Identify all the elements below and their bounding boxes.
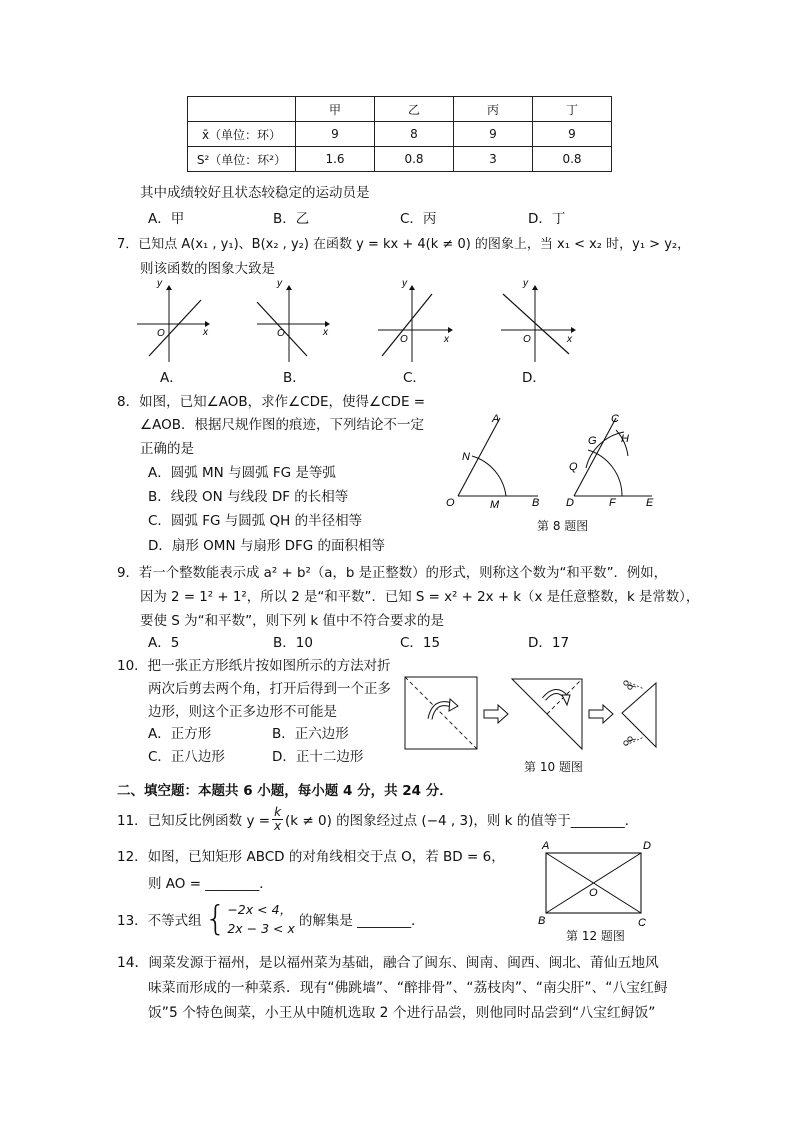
label-m: M <box>490 499 500 511</box>
table-row-label: S²（单位：环²） <box>188 147 296 172</box>
q7-option-b: B． <box>283 370 306 386</box>
table-header-cell: 丁 <box>533 97 612 122</box>
q6-option-a: A．甲 <box>148 211 185 227</box>
table-cell: 3 <box>454 147 533 172</box>
q9-stem-line3: 要使 S 为“和平数”，则下列 k 值中不符合要求的是 <box>140 613 445 629</box>
q9-option-c: C．15 <box>400 635 441 651</box>
label-d: D <box>566 497 574 509</box>
table-cell: 0.8 <box>533 147 612 172</box>
q7-graph-d <box>501 280 576 362</box>
q8-option-b: B．线段 ON 与线段 DF 的长相等 <box>148 489 349 505</box>
q10-stem-line3: 边形，则这个正多边形不可能是 <box>148 704 337 720</box>
section-heading-fill-in: 二、填空题：本题共 6 小题，每小题 4 分，共 24 分． <box>117 783 453 799</box>
table-row <box>188 122 612 147</box>
table-header-row <box>188 97 612 122</box>
q8-stem-line1: 8．如图，已知∠AOB，求作∠CDE，使得∠CDE = <box>117 394 426 410</box>
q6-option-b: B．乙 <box>273 211 310 227</box>
label-o: O <box>446 497 455 509</box>
origin-label: O <box>157 328 165 339</box>
q10-stem-line2: 两次后剪去两个角，打开后得到一个正多 <box>148 681 391 697</box>
q13-inequality-1: −2x < 4， <box>227 902 293 917</box>
q9-option-a: A．5 <box>148 635 180 651</box>
fraction-numerator: k <box>274 804 282 819</box>
q13-inequality-2: 2x − 3 < x <box>227 921 295 936</box>
table-cell: 0.8 <box>375 147 454 172</box>
label-n: N <box>462 451 470 463</box>
q6-stem: 其中成绩较好且状态较稳定的运动员是 <box>140 185 370 201</box>
q10-option-b: B．正六边形 <box>272 726 349 742</box>
q11-fraction <box>272 806 283 833</box>
table-cell: 8 <box>375 122 454 147</box>
table-row-label: x̄（单位：环） <box>188 122 296 147</box>
q7-graph-b <box>257 280 330 362</box>
q7-stem-line1: 7．已知点 A(x₁ , y₁)、B(x₂ , y₂) 在函数 y = kx + 4(k ≠ 0) 的图象上，当 x₁ < x₂ 时，y₁ > y₂， <box>117 237 691 252</box>
q10-stem-line1: 10．把一张正方形纸片按如图所示的方法对折 <box>117 658 391 674</box>
q14-line3: 饭”5 个特色闽菜，小王从中随机选取 2 个进行品尝，则他同时品尝到“八宝红鲟饭” <box>148 1005 656 1021</box>
q11-prefix: 11．已知反比例函数 y = <box>117 813 271 829</box>
q7-option-c: C． <box>403 370 426 386</box>
q10-option-d: D．正十二边形 <box>272 749 364 765</box>
q13-stem <box>117 896 425 942</box>
label-f: F <box>609 497 616 509</box>
q8-option-a: A．圆弧 MN 与圆弧 FG 是等弧 <box>148 465 336 481</box>
table-header-cell: 乙 <box>375 97 454 122</box>
q14-line1: 14．闽菜发源于福州，是以福州菜为基础，融合了闽东、闽南、闽西、闽北、莆仙五地风 <box>117 955 659 971</box>
q8-stem-line3: 正确的是 <box>140 441 194 457</box>
q14-line2: 味菜而形成的一种菜系．现有“佛跳墙”、“醉排骨”、“荔枝肉”、“南尖肝”、“八宝红鲟 <box>148 980 668 996</box>
angle-aob <box>446 413 539 511</box>
arrow-right-icon <box>589 705 613 723</box>
q7-option-d: D． <box>522 370 546 386</box>
axis-label-x: x <box>323 327 328 338</box>
origin-label: O <box>400 334 408 345</box>
q7-graph-a <box>137 280 210 362</box>
origin-label: O <box>523 334 531 345</box>
table-row <box>188 147 612 172</box>
label-c: C <box>611 413 619 425</box>
table-header-cell: 甲 <box>296 97 375 122</box>
q7-option-a: A． <box>160 370 183 386</box>
label-h: H <box>621 433 629 445</box>
axis-label-y: y <box>157 280 162 289</box>
label-g: G <box>588 435 597 447</box>
q13-system <box>227 900 295 938</box>
q7-stem-line2: 则该函数的图象大致是 <box>140 261 275 277</box>
q11-stem <box>117 803 638 835</box>
table-cell: 9 <box>533 122 612 147</box>
q9-stem-line1: 9．若一个整数能表示成 a² + b²（a，b 是正整数）的形式，则称这个数为“和平数”．例如， <box>117 566 668 581</box>
label-e: E <box>646 497 654 509</box>
label-c: C <box>638 917 646 929</box>
q10-option-c: C．正八边形 <box>148 749 225 765</box>
q6-option-c: C．丙 <box>400 211 437 227</box>
label-a: A <box>542 840 550 852</box>
table-cell: 9 <box>454 122 533 147</box>
q9-stem-line2: 因为 2 = 1² + 1²，所以 2 是“和平数”．已知 S = x² + 2x + k（x 是任意整数，k 是常数）， <box>140 590 700 605</box>
q9-option-d: D．17 <box>528 635 570 651</box>
q8-figure <box>440 410 670 515</box>
paper-triangle <box>512 679 582 749</box>
q11-suffix: (k ≠ 0) 的图象经过点 (−4 , 3)，则 k 的值等于________． <box>285 813 639 829</box>
axis-label-x: x <box>444 334 449 345</box>
score-table <box>187 96 612 172</box>
axis-label-x: x <box>203 327 208 338</box>
q10-option-a: A．正方形 <box>148 726 212 742</box>
q8-option-d: D．扇形 OMN 与扇形 DFG 的面积相等 <box>148 538 386 554</box>
q8-caption: 第 8 题图 <box>537 519 589 533</box>
label-b: B <box>532 497 540 509</box>
label-q: Q <box>569 461 578 473</box>
axis-label-y: y <box>277 280 282 289</box>
q8-stem-line2: ∠AOB．根据尺规作图的痕迹，下列结论不一定 <box>140 417 424 433</box>
axis-label-y: y <box>402 280 407 289</box>
table-header-cell: 丙 <box>454 97 533 122</box>
q13-suffix: 的解集是 ________． <box>298 913 425 929</box>
label-b: B <box>538 915 546 927</box>
q6-option-d: D．丁 <box>528 211 566 227</box>
q12-caption: 第 12 题图 <box>566 929 625 943</box>
table-cell: 9 <box>296 122 375 147</box>
q12-stem-line2: 则 AO = ________． <box>148 876 273 892</box>
brace-icon: { <box>204 899 227 939</box>
label-d: D <box>643 840 651 852</box>
q8-option-c: C．圆弧 FG 与圆弧 QH 的半径相等 <box>148 513 363 529</box>
origin-label: O <box>277 328 285 339</box>
q7-graph-options <box>125 280 585 370</box>
label-o: O <box>589 887 598 899</box>
q13-prefix: 13．不等式组 <box>117 913 202 929</box>
axis-label-x: x <box>567 334 572 345</box>
table-cell: 1.6 <box>296 147 375 172</box>
q10-caption: 第 10 题图 <box>524 760 583 774</box>
axis-label-y: y <box>523 280 528 289</box>
q10-figure <box>404 675 666 755</box>
q12-stem-line1: 12．如图，已知矩形 ABCD 的对角线相交于点 O，若 BD = 6， <box>117 849 505 865</box>
arrow-right-icon <box>484 705 508 723</box>
q9-option-b: B．10 <box>273 635 313 651</box>
table-header-cell <box>188 97 296 122</box>
fraction-denominator: x <box>273 818 282 833</box>
q7-graph-c <box>378 280 453 362</box>
q12-figure <box>534 838 659 930</box>
angle-cde <box>566 413 654 509</box>
label-a: A <box>492 413 500 425</box>
paper-small-triangle <box>622 681 656 747</box>
paper-square <box>405 677 477 749</box>
